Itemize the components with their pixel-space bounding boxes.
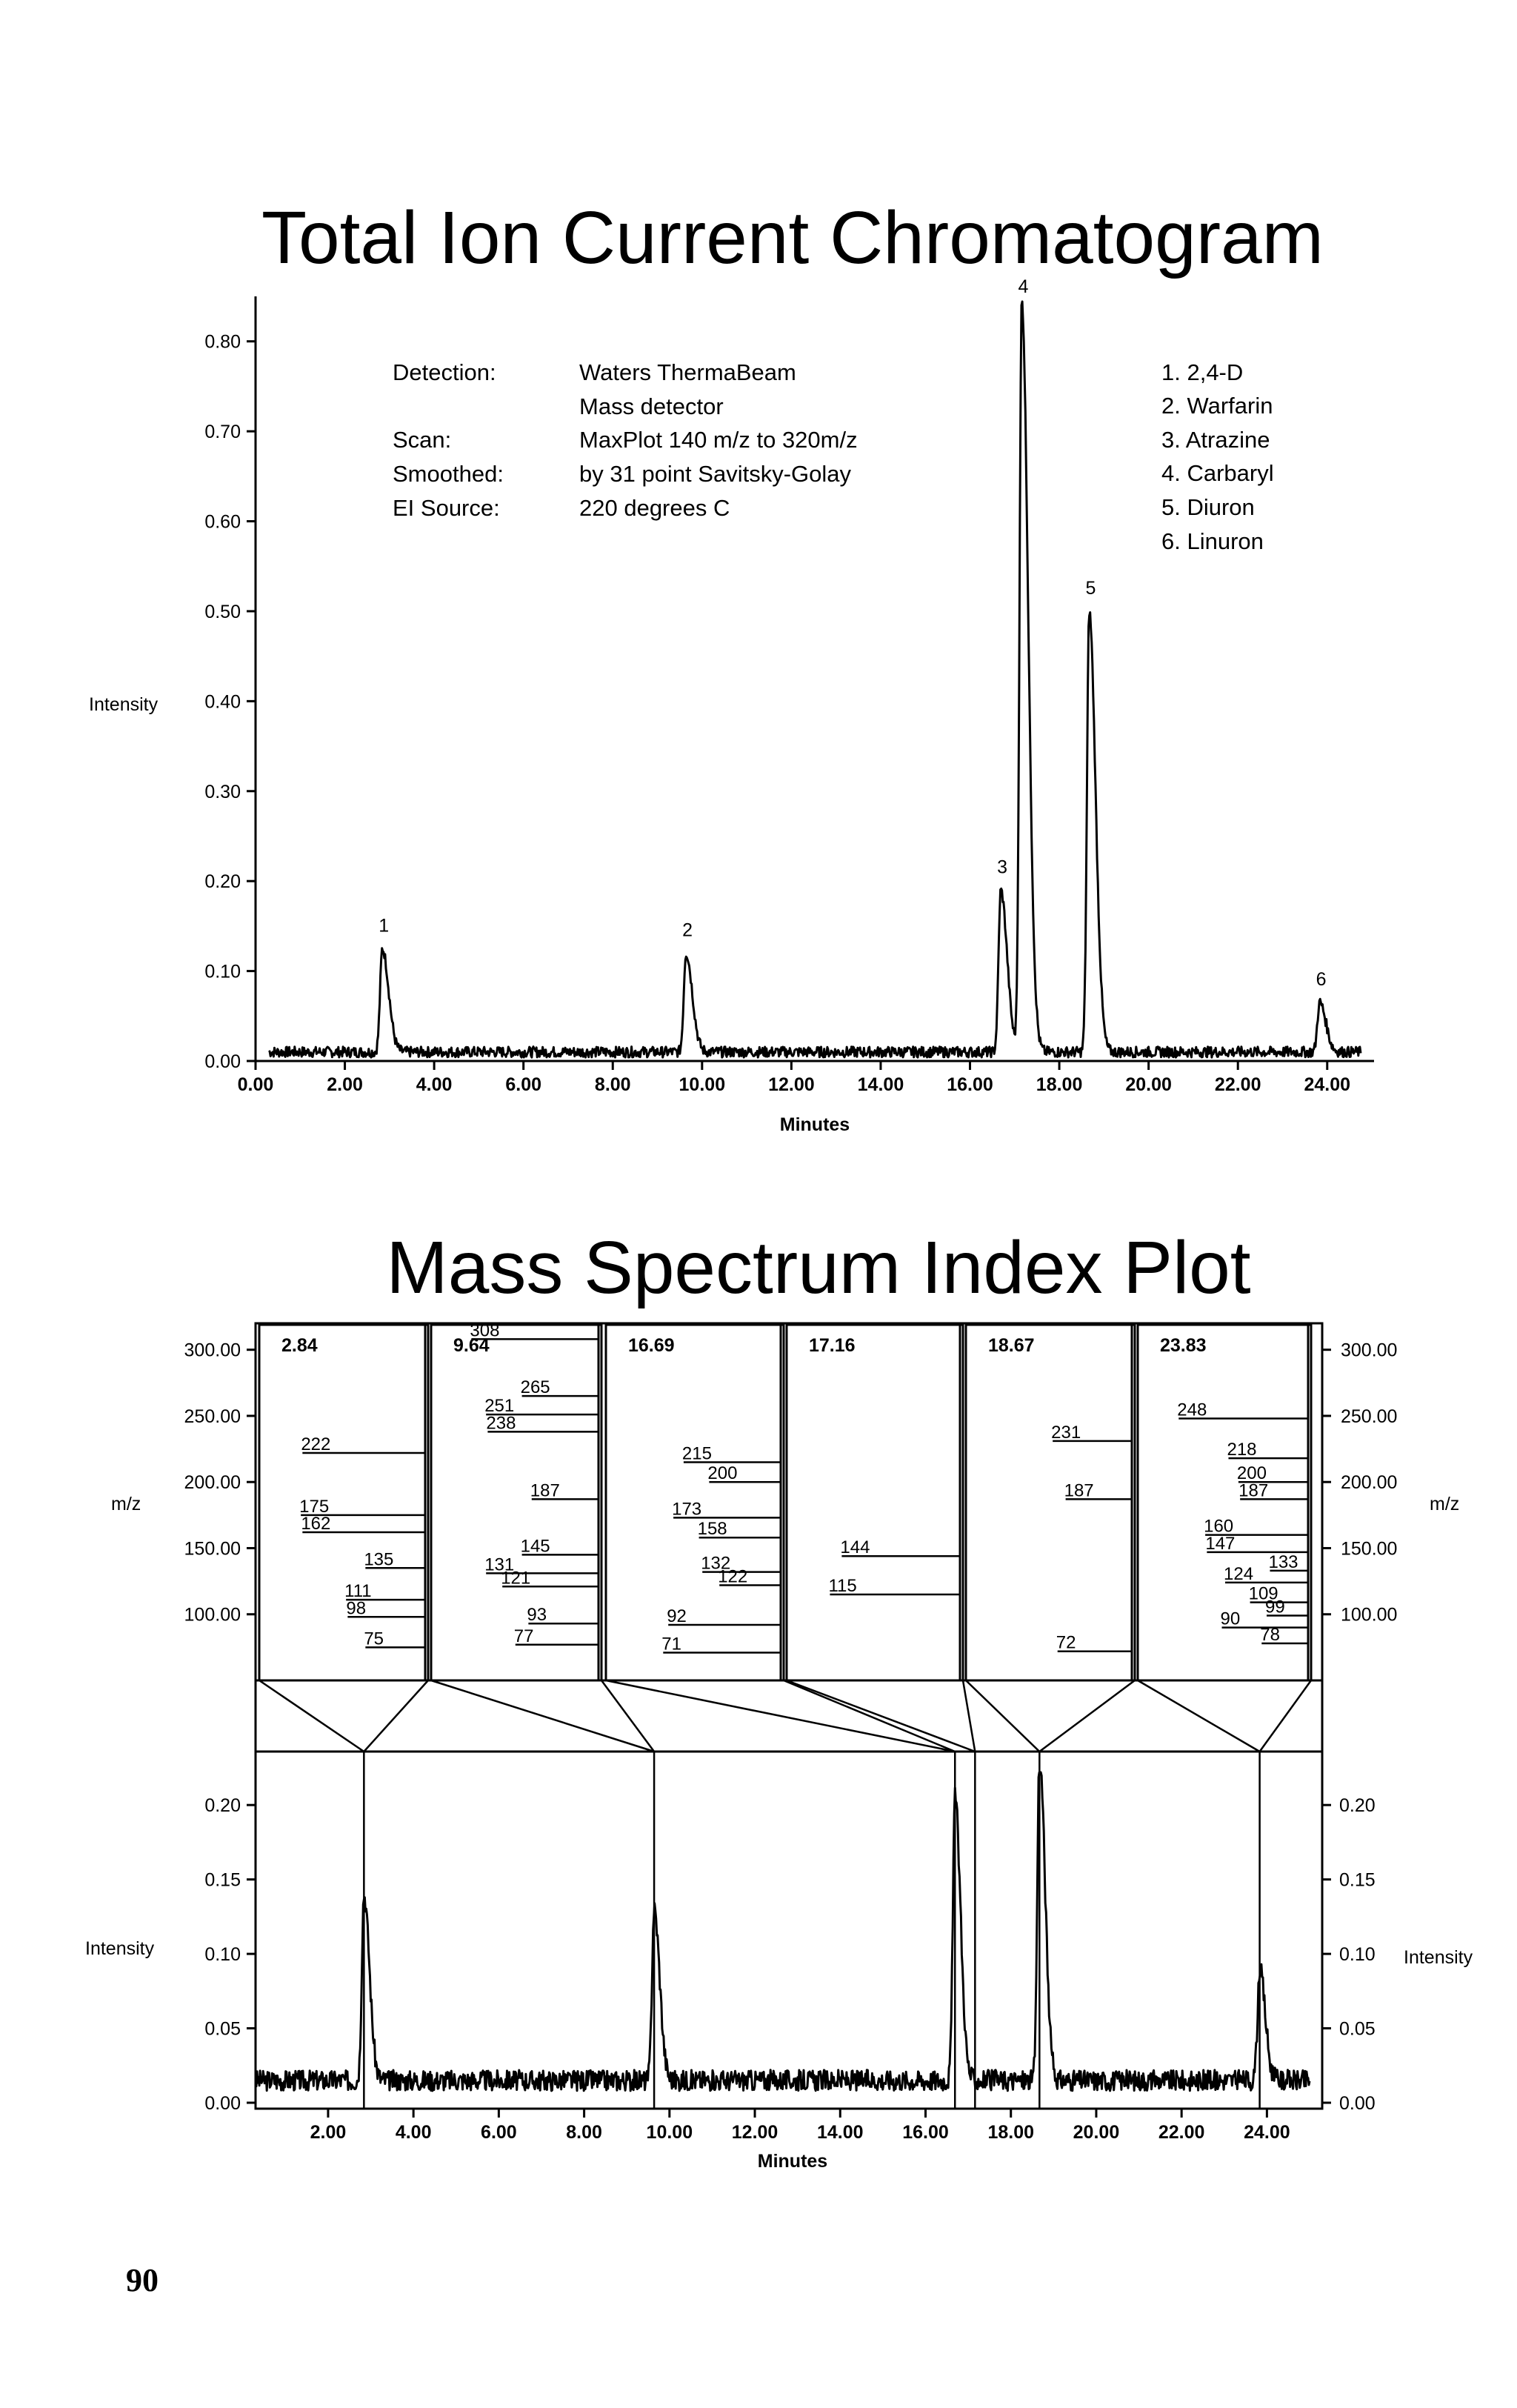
msip-mz-tick-label-right: 100.00 (1341, 1604, 1398, 1626)
connector-left (259, 1680, 364, 1752)
spectrum-peak-label: 187 (1238, 1480, 1269, 1501)
spectrum-peak-label: 145 (520, 1536, 550, 1557)
tic-x-tick-label: 4.00 (416, 1074, 453, 1095)
page-number: 90 (126, 2262, 159, 2298)
spectrum-panel (431, 1320, 601, 1680)
legend-item-2: 2. Warfarin (1161, 393, 1273, 419)
spectrum-peak-label: 72 (1056, 1632, 1076, 1653)
msip-mz-tick-label-left: 250.00 (184, 1406, 241, 1427)
spectrum-retention-time: 17.16 (809, 1335, 856, 1356)
tic-x-tick-label: 10.00 (679, 1074, 726, 1095)
spectrum-peak-label: 238 (486, 1413, 516, 1434)
spectrum-peak-label: 162 (301, 1514, 331, 1534)
msip-mz-tick-label-right: 200.00 (1341, 1472, 1398, 1494)
spectrum-peak-label: 215 (681, 1443, 712, 1464)
tic-x-tick-label: 14.00 (857, 1074, 904, 1095)
spectrum-panel (259, 1325, 428, 1680)
msip-title: Mass Spectrum Index Plot (386, 1226, 1251, 1309)
tic-info-block (393, 359, 858, 521)
tic-y-tick-label: 0.60 (204, 511, 241, 533)
tic-peak-label: 4 (1018, 276, 1029, 297)
info-value-detection: Waters ThermaBeam (579, 359, 796, 385)
spectrum-peak-label: 308 (470, 1320, 500, 1341)
spectrum-retention-time: 23.83 (1160, 1335, 1207, 1356)
spectrum-peak-label: 265 (520, 1377, 550, 1398)
tic-y-tick-label: 0.10 (204, 961, 241, 982)
info-value-smoothed: by 31 point Savitsky-Golay (579, 461, 852, 487)
spectrum-panel (1138, 1325, 1311, 1680)
spectrum-peak-label: 109 (1248, 1583, 1278, 1604)
connector-right (1260, 1680, 1311, 1752)
tic-peak-label: 1 (379, 915, 390, 937)
spectrum-peak-label: 92 (667, 1606, 687, 1627)
msip-mz-tick-label-right: 250.00 (1341, 1406, 1398, 1427)
spectrum-peak-label: 158 (697, 1519, 727, 1540)
msip-mz-tick-label-left: 200.00 (184, 1472, 241, 1494)
spectrum-peak-label: 173 (672, 1499, 702, 1520)
connector-left (787, 1680, 975, 1752)
spectrum-panel-box (966, 1325, 1135, 1680)
spectrum-panel (787, 1325, 963, 1680)
info-label-scan: Scan: (393, 427, 452, 453)
tic-y-label: Intensity (89, 694, 159, 715)
bottom-x-label: Minutes (757, 2151, 828, 2172)
spectrum-peak-label: 99 (1265, 1597, 1285, 1617)
tic-x-label: Minutes (779, 1114, 850, 1135)
spectrum-peak-label: 124 (1224, 1563, 1254, 1584)
connector-left (1138, 1680, 1260, 1752)
bottom-y-tick-label-left: 0.00 (204, 2093, 241, 2114)
tic-title: Total Ion Current Chromatogram (261, 196, 1324, 279)
spectrum-peak-label: 160 (1204, 1516, 1234, 1537)
info-value-detector: Mass detector (579, 393, 724, 419)
spectrum-peak-label: 135 (364, 1549, 394, 1570)
spectrum-peak-label: 131 (484, 1554, 515, 1575)
bottom-trace-line (256, 1772, 1310, 2091)
spectrum-peak-label: 147 (1205, 1533, 1236, 1554)
spectrum-panel (606, 1325, 784, 1680)
spectrum-peak-label: 200 (1236, 1463, 1267, 1484)
msip-mz-label-left: m/z (111, 1494, 141, 1514)
spectrum-panel (966, 1325, 1135, 1680)
spectrum-peak-label: 122 (718, 1566, 748, 1587)
bottom-y-tick-label-right: 0.15 (1339, 1869, 1376, 1891)
tic-y-tick-label: 0.40 (204, 691, 241, 713)
tic-x-tick-label: 2.00 (327, 1074, 363, 1095)
tic-legend (1161, 359, 1274, 554)
bottom-x-tick-label: 20.00 (1073, 2122, 1120, 2143)
connector-right (963, 1680, 975, 1752)
tic-x-tick-label: 16.00 (947, 1074, 993, 1095)
connector-right (784, 1680, 955, 1752)
bottom-x-tick-label: 14.00 (816, 2122, 864, 2143)
bottom-x-tick-label: 16.00 (902, 2122, 949, 2143)
spectrum-peak-label: 121 (501, 1568, 531, 1589)
tic-x-tick-label: 6.00 (505, 1074, 542, 1095)
legend-item-3: 3. Atrazine (1161, 427, 1270, 453)
bottom-y-tick-label-left: 0.05 (204, 2018, 241, 2040)
legend-item-4: 4. Carbaryl (1161, 460, 1274, 486)
msip-mz-label-right: m/z (1430, 1494, 1460, 1514)
spectrum-peak-label: 75 (364, 1629, 384, 1649)
bottom-x-tick-label: 24.00 (1244, 2122, 1290, 2143)
legend-item-6: 6. Linuron (1161, 528, 1264, 554)
spectrum-panel-box (787, 1325, 963, 1680)
bottom-y-tick-label-left: 0.20 (204, 1795, 241, 1817)
spectrum-peak-label: 115 (828, 1575, 857, 1596)
msip-frame (256, 1323, 1322, 2109)
msip-mz-tick-label-right: 300.00 (1341, 1340, 1398, 1361)
bottom-y-label-right: Intensity (1404, 1947, 1473, 1968)
bottom-x-tick-label: 2.00 (310, 2122, 347, 2143)
bottom-x-tick-label: 12.00 (731, 2122, 778, 2143)
bottom-x-ticks (310, 2109, 1290, 2143)
bottom-y-tick-label-right: 0.20 (1339, 1795, 1376, 1817)
spectrum-retention-time: 16.69 (628, 1335, 675, 1356)
tic-peak-label: 3 (997, 857, 1008, 878)
bottom-y-tick-label-right: 0.00 (1339, 2093, 1376, 2114)
tic-x-tick-label: 24.00 (1304, 1074, 1351, 1095)
spectrum-peak-label: 111 (344, 1581, 372, 1602)
spectrum-peak-label: 98 (346, 1598, 367, 1619)
spectrum-peak-label: 175 (299, 1496, 330, 1517)
msip-mz-tick-label-left: 100.00 (184, 1604, 241, 1626)
info-value-scan: MaxPlot 140 m/z to 320m/z (579, 427, 858, 453)
spectrum-peak-label: 90 (1220, 1609, 1241, 1629)
spectrum-peak-label: 132 (701, 1553, 731, 1574)
spectrum-peak-label: 144 (840, 1537, 870, 1558)
tic-x-tick-label: 18.00 (1036, 1074, 1083, 1095)
msip-spectrum-panels (259, 1320, 1311, 1680)
connector-right (1039, 1680, 1135, 1752)
bottom-scan-markers (364, 1752, 1259, 2109)
spectrum-retention-time: 2.84 (281, 1335, 318, 1356)
tic-y-ticks (204, 332, 256, 1072)
connector-left (966, 1680, 1039, 1752)
bottom-y-ticks (204, 1795, 1375, 2114)
bottom-x-tick-label: 8.00 (566, 2122, 602, 2143)
tic-x-tick-label: 20.00 (1125, 1074, 1172, 1095)
bottom-x-tick-label: 22.00 (1158, 2122, 1205, 2143)
spectrum-peak-label: 187 (1064, 1480, 1094, 1501)
tic-x-tick-label: 22.00 (1214, 1074, 1261, 1095)
spectrum-retention-time: 9.64 (453, 1335, 490, 1356)
bottom-y-tick-label-right: 0.10 (1339, 1944, 1376, 1966)
spectrum-peak-label: 200 (707, 1463, 738, 1484)
connector-right (601, 1680, 654, 1752)
bottom-y-tick-label-right: 0.05 (1339, 2018, 1376, 2040)
msip-connector-lines (259, 1680, 1311, 1752)
spectrum-peak-label: 231 (1051, 1422, 1081, 1443)
tic-y-tick-label: 0.00 (204, 1051, 241, 1072)
info-label-detection: Detection: (393, 359, 496, 385)
bottom-y-tick-label-left: 0.10 (204, 1944, 241, 1966)
tic-x-tick-label: 8.00 (594, 1074, 631, 1095)
connector-right (364, 1680, 428, 1752)
msip-mz-tick-label-left: 150.00 (184, 1538, 241, 1560)
spectrum-panel-box (259, 1325, 428, 1680)
spectrum-peak-label: 187 (530, 1480, 560, 1501)
spectrum-peak-label: 218 (1227, 1440, 1257, 1460)
tic-peak-label: 2 (682, 919, 693, 941)
spectrum-peak-label: 77 (513, 1626, 534, 1646)
msip-mz-tick-label-right: 150.00 (1341, 1538, 1398, 1560)
tic-peak-label: 5 (1085, 578, 1096, 599)
connector-left (606, 1680, 955, 1752)
tic-y-tick-label: 0.80 (204, 331, 241, 353)
tic-y-tick-label: 0.30 (204, 781, 241, 802)
tic-x-ticks (238, 1061, 1350, 1095)
legend-item-5: 5. Diuron (1161, 494, 1255, 520)
spectrum-peak-label: 222 (301, 1434, 331, 1454)
spectrum-peak-label: 78 (1260, 1625, 1280, 1646)
legend-item-1: 1. 2,4-D (1161, 359, 1244, 385)
spectrum-peak-label: 93 (527, 1605, 547, 1626)
msip-outer-box (256, 1323, 1322, 2109)
tic-x-tick-label: 12.00 (768, 1074, 815, 1095)
tic-x-tick-label: 0.00 (237, 1074, 274, 1095)
bottom-y-label-left: Intensity (85, 1938, 155, 1959)
spectrum-peak-label: 71 (661, 1634, 682, 1654)
bottom-x-tick-label: 6.00 (481, 2122, 517, 2143)
tic-peak-label: 6 (1316, 969, 1327, 991)
info-label-source: EI Source: (393, 495, 500, 521)
msip-mz-tick-label-left: 300.00 (184, 1340, 241, 1361)
bottom-y-tick-label-left: 0.15 (204, 1869, 241, 1891)
spectrum-peak-label: 248 (1177, 1400, 1207, 1420)
tic-y-tick-label: 0.20 (204, 871, 241, 893)
info-label-smoothed: Smoothed: (393, 461, 504, 487)
bottom-x-tick-label: 10.00 (646, 2122, 693, 2143)
tic-y-tick-label: 0.50 (204, 601, 241, 622)
bottom-x-tick-label: 18.00 (987, 2122, 1035, 2143)
spectrum-peak-label: 133 (1268, 1551, 1298, 1572)
info-value-source: 220 degrees C (579, 495, 730, 521)
connector-left (431, 1680, 654, 1752)
tic-y-tick-label: 0.70 (204, 422, 241, 443)
bottom-x-tick-label: 4.00 (395, 2122, 432, 2143)
spectrum-peak-label: 251 (484, 1396, 515, 1417)
spectrum-retention-time: 18.67 (988, 1335, 1035, 1356)
